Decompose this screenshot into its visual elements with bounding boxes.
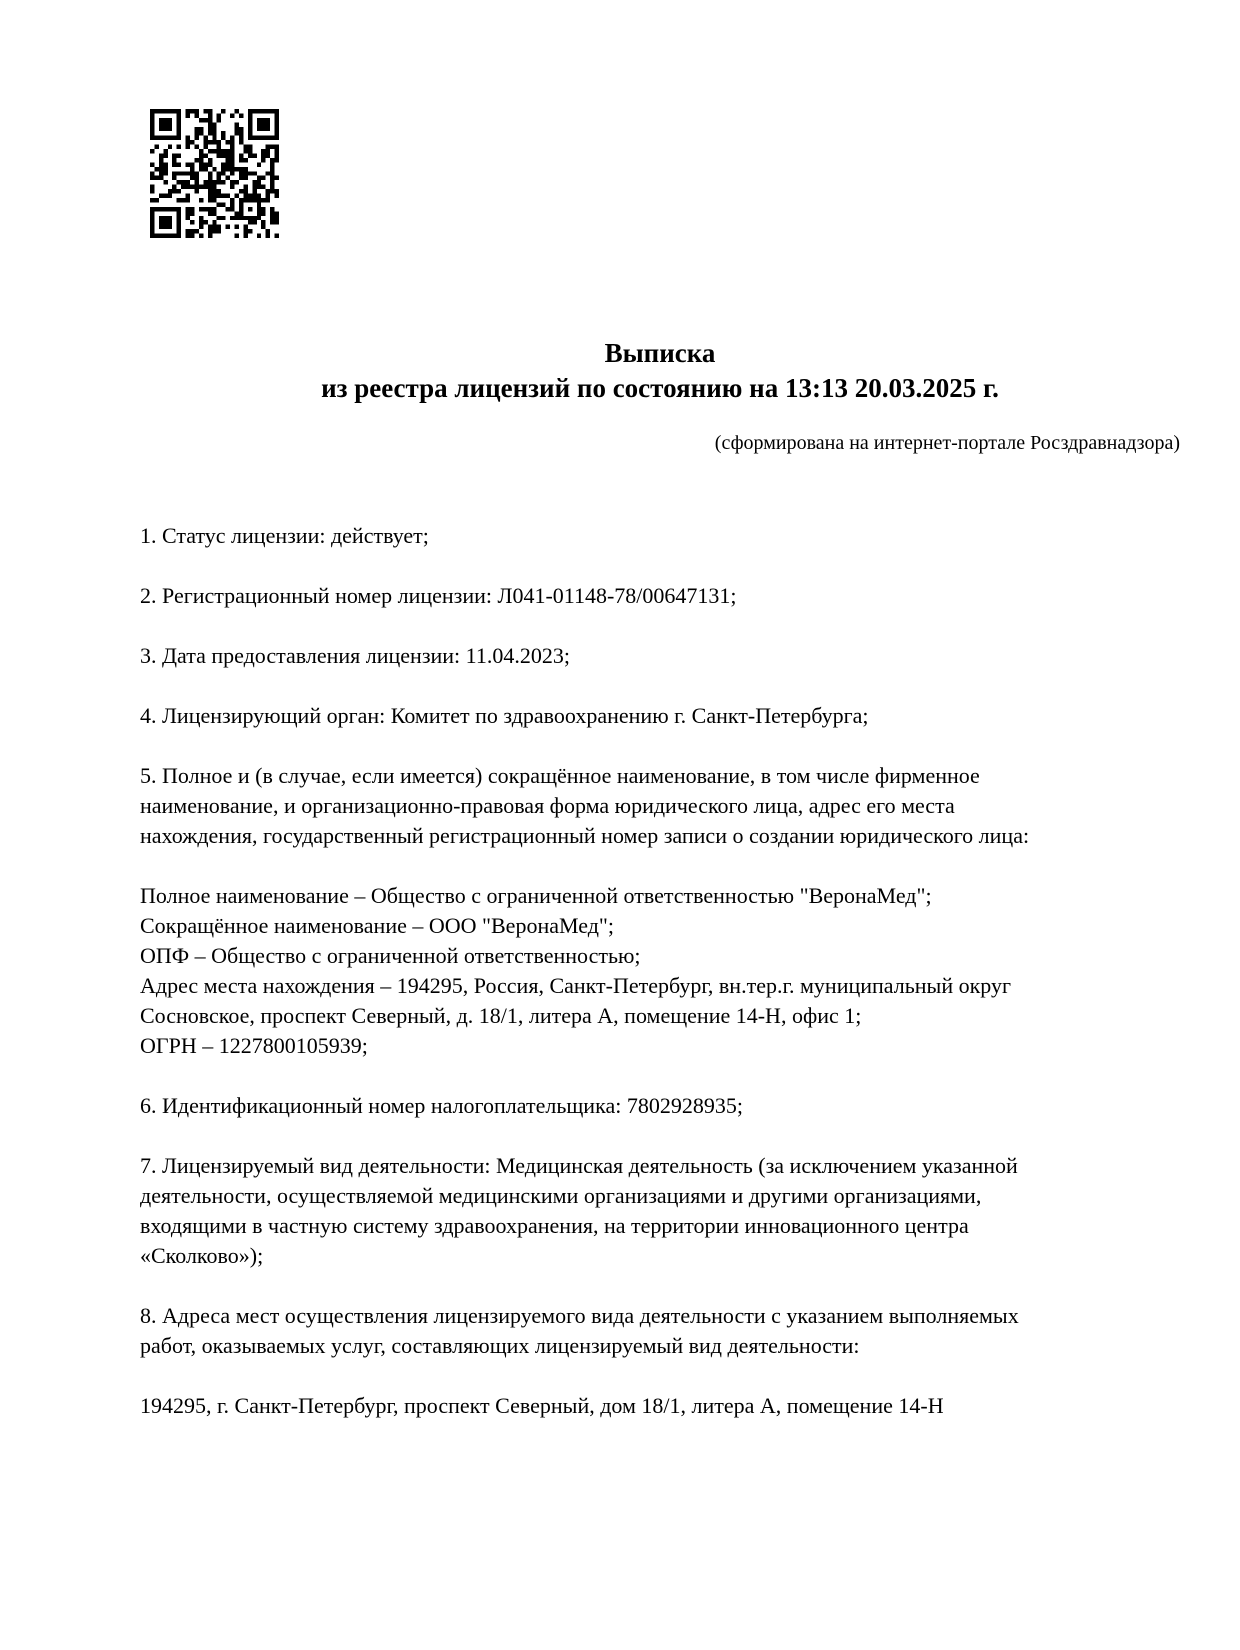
paragraph <box>140 1151 1200 1271</box>
paragraph <box>140 1091 1200 1121</box>
text-line: 1. Статус лицензии: действует; <box>140 523 429 548</box>
paragraph <box>140 1301 1200 1361</box>
text-line: работ, оказываемых услуг, составляющих лицензируемый вид деятельности: <box>140 1333 860 1358</box>
text-line: 8. Адреса мест осуществления лицензируемого вида деятельности с указанием выполняемых <box>140 1303 1019 1328</box>
text-line: 4. Лицензирующий орган: Комитет по здравоохранению г. Санкт-Петербурга; <box>140 703 869 728</box>
document-body <box>140 521 1200 1421</box>
text-line: Полное наименование – Общество с ограниченной ответственностью "ВеронаМед"; <box>140 883 932 908</box>
paragraph <box>140 1391 1200 1421</box>
text-line: Сокращённое наименование – ООО "ВеронаМед"; <box>140 913 615 938</box>
title-line-1: Выписка <box>604 338 716 368</box>
paragraph <box>140 521 1200 551</box>
paragraph <box>140 581 1200 611</box>
text-line: 2. Регистрационный номер лицензии: Л041-01148-78/00647131; <box>140 583 737 608</box>
text-line: ОГРН – 1227800105939; <box>140 1033 368 1058</box>
paragraph <box>140 881 1200 1061</box>
text-line: «Сколково»); <box>140 1243 264 1268</box>
document-subtitle: (сформирована на интернет-портале Росздравнадзора) <box>714 432 1180 454</box>
text-line: ОПФ – Общество с ограниченной ответственностью; <box>140 943 641 968</box>
text-line: Сосновское, проспект Северный, д. 18/1, литера А, помещение 14-Н, офис 1; <box>140 1003 862 1028</box>
paragraph <box>140 761 1200 851</box>
text-line: 6. Идентификационный номер налогоплательщика: 7802928935; <box>140 1093 743 1118</box>
text-line: нахождения, государственный регистрационный номер записи о создании юридического лица: <box>140 823 1030 848</box>
qr-code-icon <box>150 109 279 238</box>
text-line: входящими в частную систему здравоохранения, на территории инновационного центра <box>140 1213 969 1238</box>
paragraph <box>140 641 1200 671</box>
text-line: 7. Лицензируемый вид деятельности: Медицинская деятельность (за исключением указанной <box>140 1153 1018 1178</box>
paragraph <box>140 701 1200 731</box>
text-line: деятельности, осуществляемой медицинскими организациями и другими организациями, <box>140 1183 982 1208</box>
text-line: 3. Дата предоставления лицензии: 11.04.2023; <box>140 643 570 668</box>
title-line-2: из реестра лицензий по состоянию на 13:13 20.03.2025 г. <box>321 373 999 403</box>
document-title <box>140 336 1180 406</box>
qr-code-pattern <box>150 109 279 238</box>
text-line: 194295, г. Санкт-Петербург, проспект Северный, дом 18/1, литера А, помещение 14-Н <box>140 1393 944 1418</box>
text-line: наименование, и организационно-правовая форма юридического лица, адрес его места <box>140 793 955 818</box>
text-line: 5. Полное и (в случае, если имеется) сокращённое наименование, в том числе фирменное <box>140 763 980 788</box>
text-line: Адрес места нахождения – 194295, Россия, Санкт-Петербург, вн.тер.г. муниципальный округ <box>140 973 1012 998</box>
